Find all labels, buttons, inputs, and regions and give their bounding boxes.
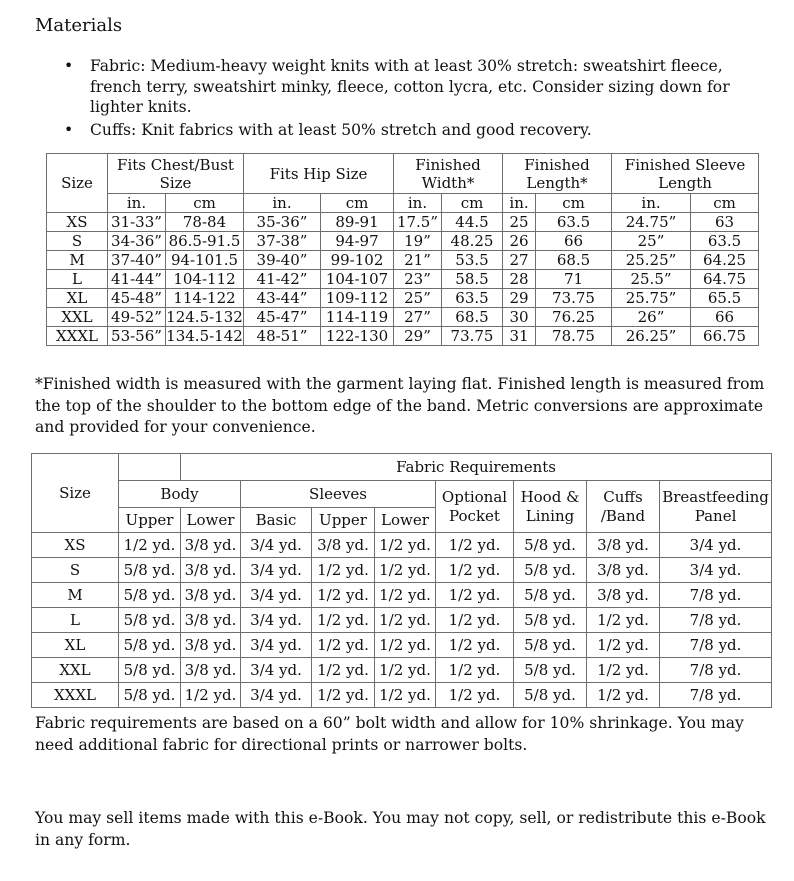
size-table-body: [47, 213, 759, 346]
table-cell: 1/2 yd.: [312, 583, 375, 608]
size-label-cell: M: [32, 583, 119, 608]
unit-header: in.: [394, 194, 442, 213]
table-cell: 76.25: [536, 308, 612, 327]
table-row: [32, 658, 772, 683]
unit-header: in.: [503, 194, 536, 213]
table-cell: 68.5: [536, 251, 612, 270]
table-cell: 41-42”: [244, 270, 321, 289]
table-cell: 31: [503, 327, 536, 346]
table-cell: 1/2 yd.: [375, 533, 436, 558]
table-cell: 94-101.5: [166, 251, 244, 270]
table-cell: 5/8 yd.: [119, 558, 181, 583]
table-cell: 25.25”: [612, 251, 691, 270]
table-cell: 3/8 yd.: [181, 583, 241, 608]
table-cell: 5/8 yd.: [119, 683, 181, 708]
table-cell: 25.75”: [612, 289, 691, 308]
size-label-cell: XL: [32, 633, 119, 658]
table-cell: 1/2 yd.: [587, 683, 660, 708]
size-table-footnote: *Finished width is measured with the garment laying flat. Finished length is measured from the top of the shoulder to the bottom edge of the band. Metric conversions are approximate and provided for your convenience.: [35, 375, 765, 436]
size-label-cell: XXXL: [32, 683, 119, 708]
table-cell: 41-44”: [108, 270, 166, 289]
table-cell: 3/4 yd.: [660, 558, 772, 583]
table-cell: 104-107: [321, 270, 394, 289]
table-cell: 27: [503, 251, 536, 270]
blank-header-cell: [119, 454, 181, 481]
bullet-icon: •: [64, 120, 74, 139]
size-chart-table: [46, 153, 759, 346]
table-cell: 1/2 yd.: [312, 658, 375, 683]
table-cell: 44.5: [442, 213, 503, 232]
table-cell: 64.75: [691, 270, 759, 289]
table-cell: 3/4 yd.: [241, 658, 312, 683]
table-cell: 27”: [394, 308, 442, 327]
fabric-requirements-table: [31, 453, 772, 708]
table-cell: 109-112: [321, 289, 394, 308]
table-cell: 122-130: [321, 327, 394, 346]
table-row: [47, 308, 759, 327]
table-cell: 24.75”: [612, 213, 691, 232]
table-cell: 7/8 yd.: [660, 658, 772, 683]
table-cell: 1/2 yd.: [587, 658, 660, 683]
table-cell: 3/4 yd.: [241, 608, 312, 633]
table-cell: 1/2 yd.: [436, 633, 514, 658]
table-cell: 3/8 yd.: [312, 533, 375, 558]
table-row: [32, 583, 772, 608]
unit-header: cm: [442, 194, 503, 213]
table-cell: 63.5: [691, 232, 759, 251]
table-cell: 7/8 yd.: [660, 608, 772, 633]
table-cell: 94-97: [321, 232, 394, 251]
table-row: [47, 327, 759, 346]
size-label-cell: XS: [47, 213, 108, 232]
table-cell: 53.5: [442, 251, 503, 270]
table-cell: 3/8 yd.: [181, 558, 241, 583]
unit-header: cm: [536, 194, 612, 213]
table-cell: 66: [691, 308, 759, 327]
materials-item-cuffs: [62, 120, 772, 141]
table-cell: 5/8 yd.: [514, 683, 587, 708]
table-cell: 1/2 yd.: [436, 608, 514, 633]
table-cell: 1/2 yd.: [312, 633, 375, 658]
table-cell: 63.5: [536, 213, 612, 232]
table-cell: 34-36”: [108, 232, 166, 251]
size-label-cell: XXL: [47, 308, 108, 327]
panel-header: Breastfeeding Panel: [660, 481, 772, 533]
table-cell: 25”: [394, 289, 442, 308]
fabric-group-row: [32, 481, 772, 508]
table-cell: 1/2 yd.: [312, 558, 375, 583]
size-table-header-row: [47, 154, 759, 194]
table-cell: 68.5: [442, 308, 503, 327]
fabric-table-body: [32, 533, 772, 708]
table-cell: 26: [503, 232, 536, 251]
size-label-cell: L: [32, 608, 119, 633]
table-cell: 5/8 yd.: [119, 658, 181, 683]
table-cell: 17.5”: [394, 213, 442, 232]
table-cell: 7/8 yd.: [660, 683, 772, 708]
table-cell: 3/8 yd.: [181, 608, 241, 633]
chest-header: Fits Chest/Bust Size: [108, 154, 244, 194]
table-cell: 1/2 yd.: [312, 683, 375, 708]
unit-header: in.: [244, 194, 321, 213]
table-cell: 5/8 yd.: [514, 533, 587, 558]
table-row: [32, 533, 772, 558]
table-cell: 3/8 yd.: [181, 658, 241, 683]
license-notice: You may sell items made with this e-Book. You may not copy, sell, or redistribute this e-Book in any form.: [35, 809, 766, 849]
table-cell: 1/2 yd.: [436, 683, 514, 708]
fabric-title-row: [32, 454, 772, 481]
fabric-table-footnote: Fabric requirements are based on a 60” bolt width and allow for 10% shrinkage. You may need additional fabric for directional prints or narrower bolts.: [35, 714, 744, 754]
table-cell: 1/2 yd.: [375, 608, 436, 633]
table-cell: 5/8 yd.: [514, 583, 587, 608]
table-cell: 45-47”: [244, 308, 321, 327]
table-cell: 5/8 yd.: [514, 633, 587, 658]
table-cell: 3/8 yd.: [181, 533, 241, 558]
materials-list: [62, 56, 772, 142]
table-cell: 1/2 yd.: [375, 558, 436, 583]
table-cell: 5/8 yd.: [514, 658, 587, 683]
table-cell: 63.5: [442, 289, 503, 308]
table-cell: 1/2 yd.: [587, 608, 660, 633]
table-cell: 1/2 yd.: [375, 583, 436, 608]
table-cell: 1/2 yd.: [119, 533, 181, 558]
table-cell: 1/2 yd.: [436, 558, 514, 583]
hood-header: Hood & Lining: [514, 481, 587, 533]
table-cell: 7/8 yd.: [660, 633, 772, 658]
table-cell: 114-122: [166, 289, 244, 308]
table-row: [32, 633, 772, 658]
table-cell: 1/2 yd.: [436, 658, 514, 683]
table-cell: 48.25: [442, 232, 503, 251]
table-row: [47, 213, 759, 232]
fabric-size-header: Size: [32, 454, 119, 533]
table-cell: 58.5: [442, 270, 503, 289]
table-cell: 25: [503, 213, 536, 232]
finished-length-header: Finished Length*: [503, 154, 612, 194]
materials-item-text: Cuffs: Knit fabrics with at least 50% stretch and good recovery.: [90, 120, 592, 139]
table-cell: 1/2 yd.: [375, 658, 436, 683]
unit-header: cm: [321, 194, 394, 213]
size-label-cell: XXL: [32, 658, 119, 683]
size-label-cell: S: [32, 558, 119, 583]
table-row: [47, 289, 759, 308]
table-cell: 26”: [612, 308, 691, 327]
table-cell: 73.75: [442, 327, 503, 346]
table-cell: 3/4 yd.: [241, 633, 312, 658]
table-cell: 89-91: [321, 213, 394, 232]
materials-item-fabric: [62, 56, 772, 118]
table-cell: 37-40”: [108, 251, 166, 270]
pocket-header: Optional Pocket: [436, 481, 514, 533]
table-cell: 23”: [394, 270, 442, 289]
table-cell: 28: [503, 270, 536, 289]
table-cell: 45-48”: [108, 289, 166, 308]
table-cell: 1/2 yd.: [312, 608, 375, 633]
size-label-cell: S: [47, 232, 108, 251]
table-cell: 5/8 yd.: [514, 558, 587, 583]
table-cell: 1/2 yd.: [436, 583, 514, 608]
table-cell: 66.75: [691, 327, 759, 346]
table-cell: 104-112: [166, 270, 244, 289]
table-row: [32, 683, 772, 708]
table-cell: 25”: [612, 232, 691, 251]
table-cell: 73.75: [536, 289, 612, 308]
table-cell: 3/4 yd.: [660, 533, 772, 558]
table-cell: 86.5-91.5: [166, 232, 244, 251]
size-header: Size: [47, 154, 108, 213]
table-cell: 63: [691, 213, 759, 232]
sleeves-lower-header: Lower: [375, 508, 436, 533]
table-cell: 3/8 yd.: [587, 533, 660, 558]
body-lower-header: Lower: [181, 508, 241, 533]
table-cell: 35-36”: [244, 213, 321, 232]
table-cell: 78-84: [166, 213, 244, 232]
sleeve-length-header: Finished Sleeve Length: [612, 154, 759, 194]
table-cell: 114-119: [321, 308, 394, 327]
table-cell: 5/8 yd.: [514, 608, 587, 633]
table-row: [32, 608, 772, 633]
table-cell: 3/8 yd.: [587, 583, 660, 608]
table-cell: 7/8 yd.: [660, 583, 772, 608]
fabric-requirements-title: Fabric Requirements: [181, 454, 772, 481]
table-row: [47, 251, 759, 270]
table-cell: 19”: [394, 232, 442, 251]
unit-header: in.: [612, 194, 691, 213]
sleeves-upper-header: Upper: [312, 508, 375, 533]
table-cell: 134.5-142: [166, 326, 243, 345]
table-cell: 39-40”: [244, 251, 321, 270]
table-cell: 3/4 yd.: [241, 683, 312, 708]
table-cell: 3/8 yd.: [587, 558, 660, 583]
table-cell: 29: [503, 289, 536, 308]
table-cell: 30: [503, 308, 536, 327]
table-cell: 26.25”: [612, 327, 691, 346]
table-cell: 1/2 yd.: [375, 633, 436, 658]
size-label-cell: XL: [47, 289, 108, 308]
size-label-cell: XXXL: [47, 327, 108, 346]
table-row: [47, 232, 759, 251]
table-cell: 53-56”: [108, 327, 166, 346]
table-cell: 99-102: [321, 251, 394, 270]
unit-header: cm: [691, 194, 759, 213]
table-cell: 5/8 yd.: [119, 608, 181, 633]
table-cell: 3/4 yd.: [241, 583, 312, 608]
table-cell: 29”: [394, 327, 442, 346]
sleeves-basic-header: Basic: [241, 508, 312, 533]
sleeves-header: Sleeves: [241, 481, 436, 508]
table-cell: 1/2 yd.: [436, 533, 514, 558]
size-table-units-row: [47, 194, 759, 213]
hip-header: Fits Hip Size: [244, 154, 394, 194]
table-cell: 5/8 yd.: [119, 583, 181, 608]
body-header: Body: [119, 481, 241, 508]
table-cell: 65.5: [691, 289, 759, 308]
size-label-cell: XS: [32, 533, 119, 558]
table-cell: 37-38”: [244, 232, 321, 251]
table-cell: 1/2 yd.: [375, 683, 436, 708]
table-cell: 3/8 yd.: [181, 633, 241, 658]
table-cell: 48-51”: [244, 327, 321, 346]
table-cell: 3/4 yd.: [241, 533, 312, 558]
table-cell: 21”: [394, 251, 442, 270]
table-cell: 43-44”: [244, 289, 321, 308]
size-label-cell: L: [47, 270, 108, 289]
finished-width-header: Finished Width*: [394, 154, 503, 194]
body-upper-header: Upper: [119, 508, 181, 533]
materials-heading: Materials: [35, 15, 123, 36]
table-row: [32, 558, 772, 583]
table-cell: 124.5-132: [166, 307, 243, 326]
table-cell: 3/4 yd.: [241, 558, 312, 583]
table-cell: 1/2 yd.: [587, 633, 660, 658]
table-cell: 78.75: [536, 327, 612, 346]
cuffs-header: Cuffs /Band: [587, 481, 660, 533]
unit-header: cm: [166, 194, 244, 213]
size-label-cell: M: [47, 251, 108, 270]
unit-header: in.: [108, 194, 166, 213]
table-cell: 49-52”: [108, 308, 166, 327]
table-row: [47, 270, 759, 289]
table-cell: 71: [536, 270, 612, 289]
table-cell: 1/2 yd.: [181, 683, 241, 708]
materials-item-text: Fabric: Medium-heavy weight knits with at least 30% stretch: sweatshirt fleece, french terry, sweatshirt minky, fleece, cotton lycra, etc. Consider sizing down for lighter knits.: [90, 57, 730, 116]
table-cell: 66: [536, 232, 612, 251]
bullet-icon: •: [64, 57, 74, 75]
table-cell: 31-33”: [108, 213, 166, 232]
table-cell: 64.25: [691, 251, 759, 270]
table-cell: 25.5”: [612, 270, 691, 289]
table-cell: 5/8 yd.: [119, 633, 181, 658]
